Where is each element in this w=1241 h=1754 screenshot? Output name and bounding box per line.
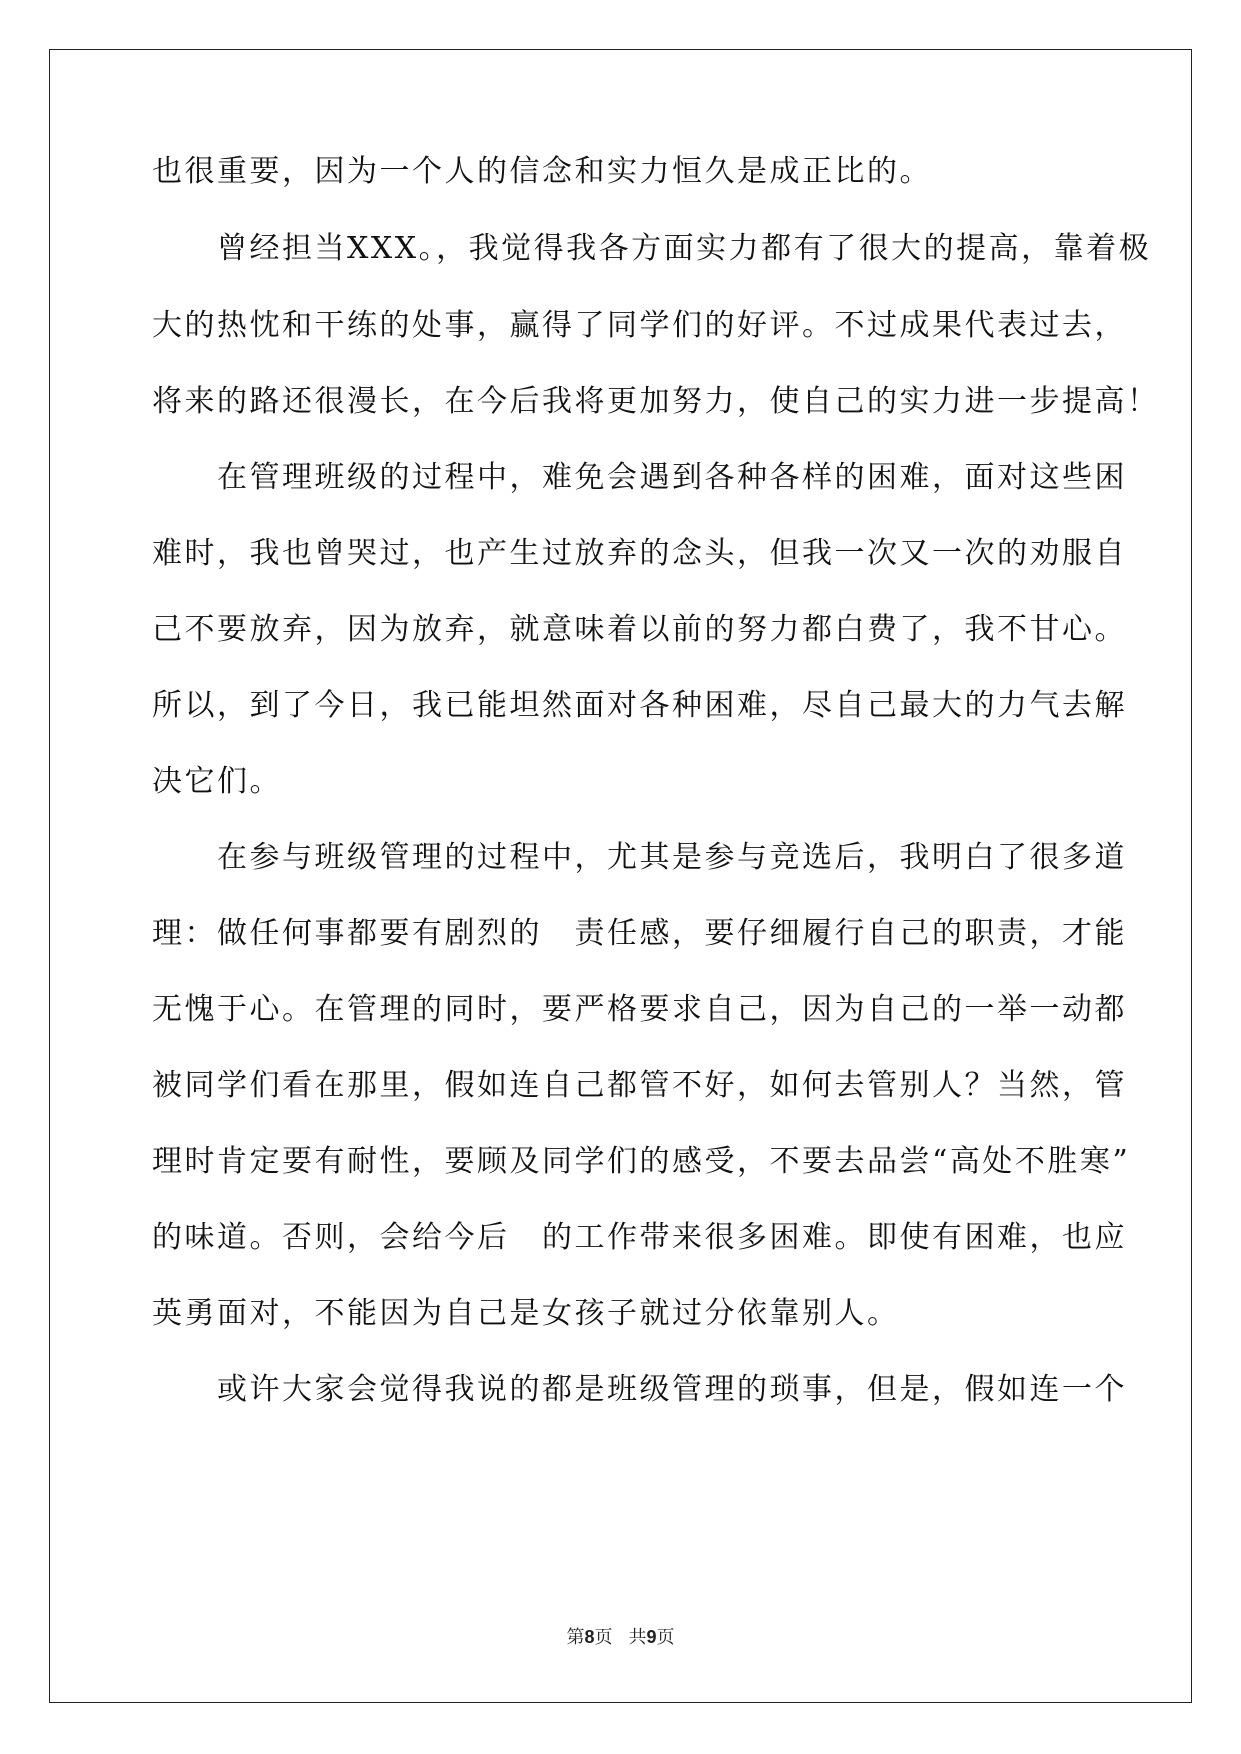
text-line: 理时肯定要有耐性，要顾及同学们的感受，不要去品尝“高处不胜寒” bbox=[152, 1144, 1131, 1179]
total-unit: 页 bbox=[656, 1627, 675, 1648]
text-line: 在管理班级的过程中，难免会遇到各种各样的困难，面对这些困 bbox=[152, 460, 1127, 495]
page-current: 8 bbox=[584, 1627, 595, 1647]
text-line: 将来的路还很漫长，在今后我将更加努力，使自己的实力进一步提高！ bbox=[152, 384, 1160, 419]
text-line: 或许大家会觉得我说的都是班级管理的琐事，但是，假如连一个 bbox=[152, 1372, 1127, 1407]
text-line: 难时，我也曾哭过，也产生过放弃的念头，但我一次又一次的劝服自 bbox=[152, 536, 1127, 571]
page-prefix: 第 bbox=[566, 1627, 585, 1648]
page-footer bbox=[0, 1625, 1241, 1650]
text-line: 在参与班级管理的过程中，尤其是参与竞选后，我明白了很多道 bbox=[152, 840, 1127, 875]
total-prefix: 共 bbox=[628, 1627, 647, 1648]
text-line: 无愧于心。在管理的同时，要严格要求自己，因为自己的一举一动都 bbox=[152, 992, 1127, 1027]
text-line: 己不要放弃，因为放弃，就意味着以前的努力都白费了，我不甘心。 bbox=[152, 612, 1127, 647]
text-line: 决它们。 bbox=[152, 764, 282, 799]
text-line: 的味道。否则，会给今后 的工作带来很多困难。即使有困难，也应 bbox=[152, 1220, 1127, 1255]
text-line: 被同学们看在那里，假如连自己都管不好，如何去管别人？当然，管 bbox=[152, 1068, 1127, 1103]
text-line: 大的热忱和干练的处事，赢得了同学们的好评。不过成果代表过去， bbox=[152, 308, 1127, 343]
text-line: 也很重要，因为一个人的信念和实力恒久是成正比的。 bbox=[152, 154, 932, 189]
text-line: 曾经担当XXX。，我觉得我各方面实力都有了很大的提高，靠着极 bbox=[152, 231, 1152, 266]
page-unit: 页 bbox=[594, 1627, 613, 1648]
page-total: 9 bbox=[646, 1627, 657, 1647]
text-line: 所以，到了今日，我已能坦然面对各种困难，尽自己最大的力气去解 bbox=[152, 688, 1127, 723]
text-line: 理：做任何事都要有剧烈的 责任感，要仔细履行自己的职责，才能 bbox=[152, 916, 1127, 951]
text-line: 英勇面对，不能因为自己是女孩子就过分依靠别人。 bbox=[152, 1296, 900, 1331]
